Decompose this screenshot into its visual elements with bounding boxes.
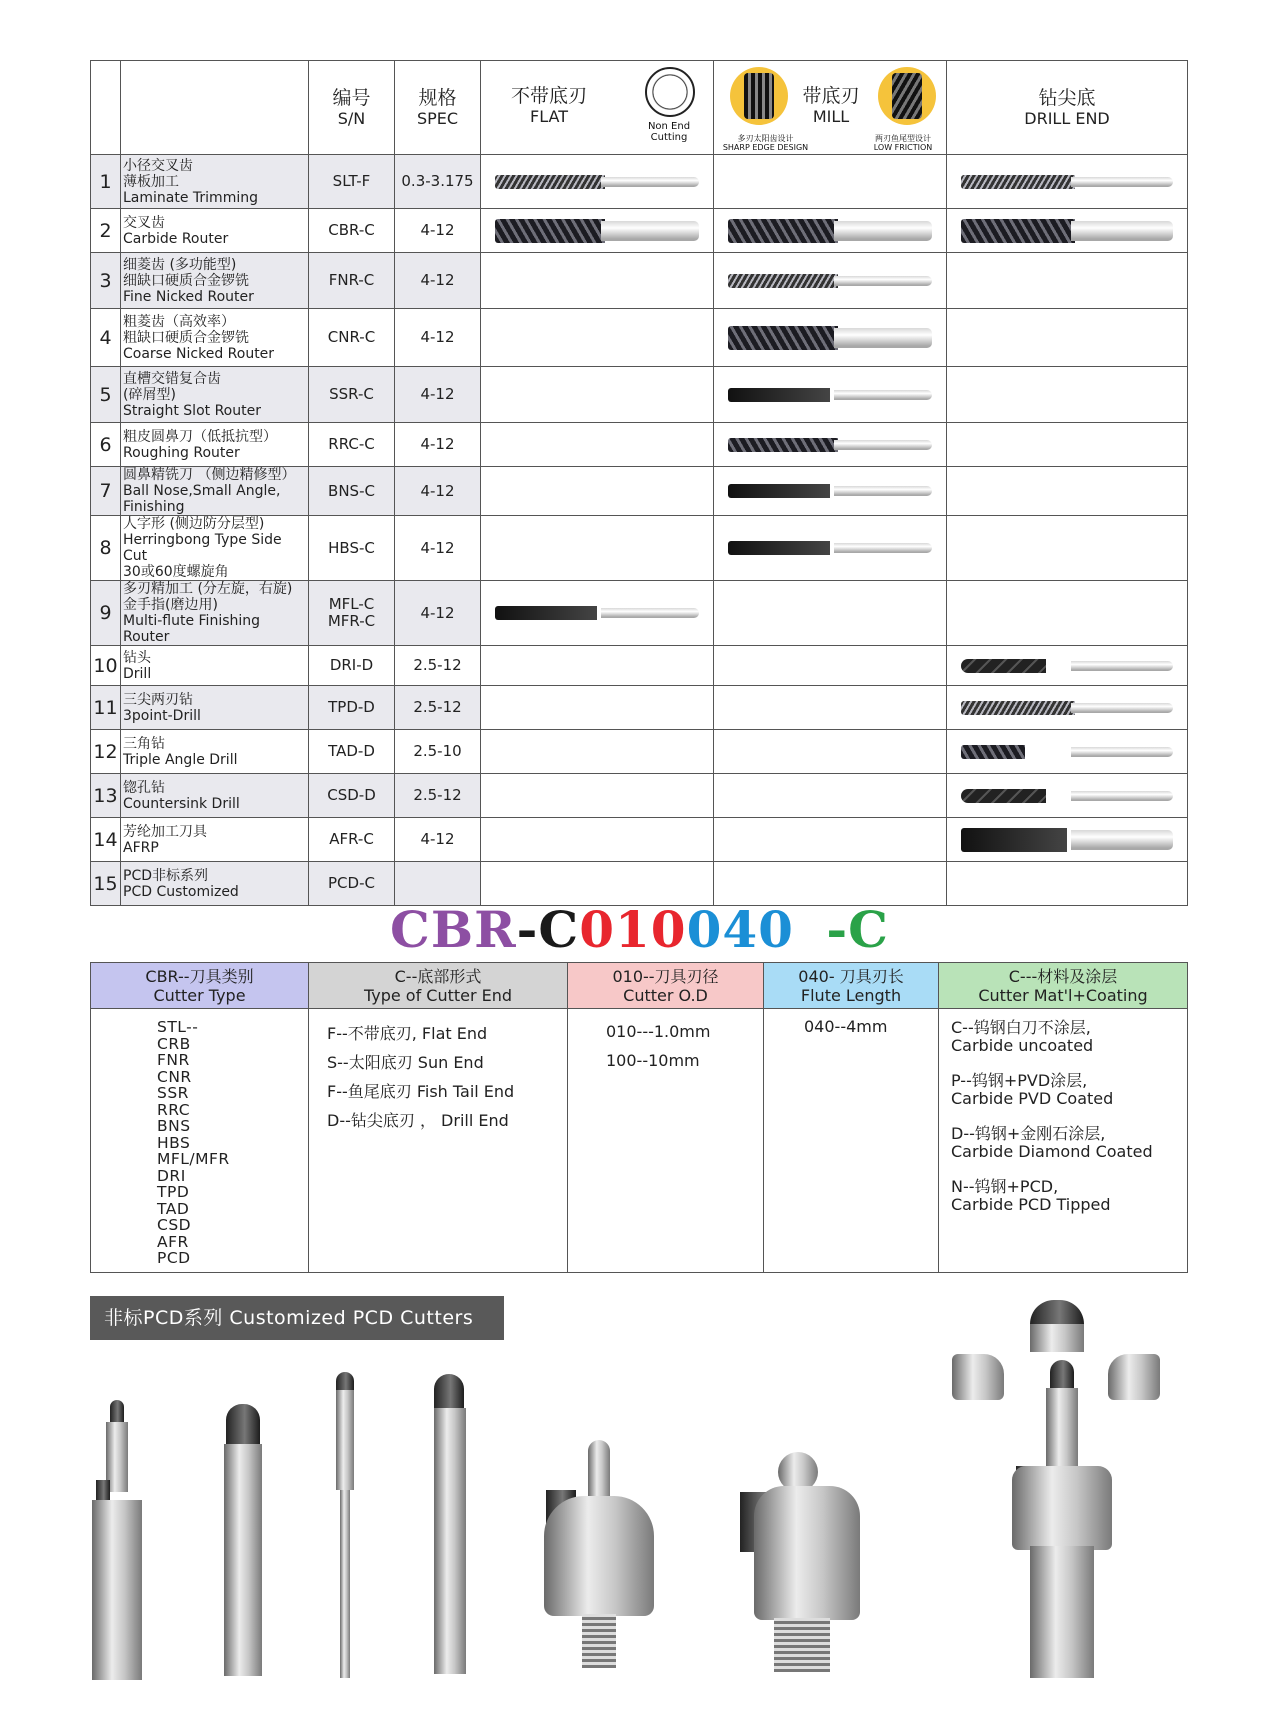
drill-cell [947,686,1188,730]
tool-name-line: Fine Nicked Router [123,288,254,305]
mill-cell [714,581,947,646]
flat-cell [481,730,714,774]
coating-cell [939,1009,1188,1273]
drill-cell [947,209,1188,253]
tool-name [121,646,309,686]
tool-name-line: 直槽交错复合齿 [123,370,221,387]
mill-cell [714,516,947,581]
table-row [91,155,1188,209]
tool-name-line: 芳纶加工刀具 [123,823,207,840]
mill-cell [714,253,947,309]
mill-tool-image [728,484,932,498]
mill-note-left-cn: 多刃太阳齿设计 [737,134,794,143]
table-row [91,367,1188,423]
code-part-coating: C [848,900,889,959]
tool-name-line: 薄板加工 [123,173,179,190]
tool-spec: 4-12 [395,367,481,423]
header-num [91,61,121,155]
row-number: 4 [91,309,121,367]
cutter-end-list [309,1009,567,1135]
tool-sn: MFL-C MFR-C [309,581,395,646]
legend-header-cn: C---材料及涂层 [1008,966,1118,986]
legend-item: CSD [157,1216,192,1234]
flat-cell [481,516,714,581]
tool-name-line: 锪孔钻 [123,779,165,796]
flat-cell [481,155,714,209]
flute-length-cell [764,1009,939,1273]
tool-spec: 2.5-10 [395,730,481,774]
table-header-row [91,61,1188,155]
tool-name-line: 粗缺口硬质合金锣铣 [123,329,249,346]
tool-name-line: Triple Angle Drill [123,751,238,768]
header-drill-en: DRILL END [1024,108,1110,128]
table-row [91,467,1188,516]
coating-cn: D--钨钢+金刚石涂层, [951,1124,1106,1143]
code-legend-table [90,962,1188,1273]
flat-tool-image [495,606,699,620]
legend-header-cutter-od [568,963,764,1009]
header-mill [714,61,947,155]
coating-item [951,1125,1187,1161]
tool-name-line: 多刃精加工 (分左旋，右旋) [123,581,293,597]
tool-spec: 4-12 [395,209,481,253]
drill-cell [947,818,1188,862]
pcd-drill-image [220,1404,266,1676]
flat-cell [481,423,714,467]
tool-name-line: 小径交叉齿 [123,157,193,174]
drill-cell [947,646,1188,686]
cutter-end-cell [309,1009,568,1273]
coating-cn: P--钨钢+PVD涂层, [951,1071,1088,1090]
code-part-end: C [538,900,580,959]
drill-tool-image [961,219,1173,243]
product-table [90,60,1188,906]
tool-spec: 4-12 [395,516,481,581]
mill-tool-image [728,326,932,350]
tool-name-line: 三角钻 [123,735,165,752]
header-spec-cn: 规格 [418,86,457,109]
coating-item [951,1019,1187,1055]
pcd-twist-drill-image [430,1374,470,1674]
legend-item: 040--4mm [804,1017,888,1036]
legend-item: 100--10mm [606,1051,700,1070]
drill-cell [947,516,1188,581]
drill-cell [947,253,1188,309]
drill-cell [947,367,1188,423]
tool-name [121,774,309,818]
tool-spec: 4-12 [395,253,481,309]
tool-name [121,862,309,906]
tool-sn: BNS-C [309,467,395,516]
pcd-step-drill-image [92,1400,142,1680]
coating-item [951,1072,1187,1108]
coating-cn: N--钨钢+PCD, [951,1177,1059,1196]
row-number: 15 [91,862,121,906]
drill-cell [947,581,1188,646]
mill-cell [714,818,947,862]
legend-item: BNS [157,1117,191,1135]
mill-cell [714,423,947,467]
tool-name [121,423,309,467]
legend-item: D--钻尖底刃 ， Drill End [327,1111,509,1130]
legend-header-coating [939,963,1188,1009]
drill-cell [947,309,1188,367]
flat-cell [481,862,714,906]
tool-name-line: 细菱齿 (多功能型) [123,256,237,273]
tool-sn: HBS-C [309,516,395,581]
tool-name-line: Ball Nose,Small Angle, [123,483,281,499]
tool-spec: 4-12 [395,581,481,646]
header-mill-cn: 带底刃 [802,85,860,107]
row-number: 2 [91,209,121,253]
flat-cell [481,581,714,646]
legend-header-en: Type of Cutter End [363,985,513,1005]
tool-spec: 4-12 [395,309,481,367]
tool-name-line: Finishing [123,499,185,515]
header-sn [309,61,395,155]
flat-cell [481,253,714,309]
header-flat-note: Non End Cutting [647,121,691,143]
legend-header-flute-length [764,963,939,1009]
tool-name-line: 人字形 (侧边防分层型) [123,516,265,532]
legend-item: MFL/MFR [157,1150,230,1168]
legend-header-cn: 010--刀具刃径 [612,966,719,986]
tool-spec: 4-12 [395,467,481,516]
table-row [91,862,1188,906]
drill-tool-image [961,828,1173,852]
legend-header-en: Cutter Mat'l+Coating [978,985,1148,1005]
header-drill [947,61,1188,155]
tool-name-line: Carbide Router [123,230,229,247]
header-sn-en: S/N [337,108,366,128]
legend-item: STL-- [157,1018,199,1036]
tool-spec: 0.3-3.175 [395,155,481,209]
pcd-tip-detail-top [1030,1300,1084,1352]
legend-item: 010---1.0mm [606,1022,711,1041]
coating-en: Carbide Diamond Coated [951,1142,1153,1161]
drill-cell [947,862,1188,906]
tool-name [121,581,309,646]
pcd-section-banner: 非标PCD系列 Customized PCD Cutters [90,1296,504,1340]
low-friction-cutter-icon [878,67,936,125]
legend-item: RRC [157,1100,191,1119]
legend-header-cutter-end [309,963,568,1009]
drill-cell [947,774,1188,818]
mill-cell [714,774,947,818]
product-table-body [91,155,1188,906]
row-number: 14 [91,818,121,862]
coating-item [951,1178,1187,1214]
mill-note-left [718,134,813,152]
tool-name-line: PCD非标系列 [123,867,208,884]
legend-item: CNR [157,1067,192,1086]
mill-cell [714,686,947,730]
row-number: 8 [91,516,121,581]
mill-cell [714,367,947,423]
flat-cell [481,818,714,862]
legend-header-en: Cutter Type [153,985,246,1005]
tool-name-line: Countersink Drill [123,795,240,812]
pcd-tip-detail-left [952,1354,1004,1400]
tool-name [121,155,309,209]
tool-name-line: 三尖两刃钻 [123,691,193,708]
tool-sn: SLT-F [309,155,395,209]
flat-cell [481,209,714,253]
tool-name [121,253,309,309]
mill-cell [714,646,947,686]
drill-tool-image [961,701,1173,715]
tool-name-line: 3point-Drill [123,707,201,724]
legend-item: DRI [157,1166,186,1185]
tool-spec: 2.5-12 [395,774,481,818]
drill-tool-image [961,745,1173,759]
tool-sn: TPD-D [309,686,395,730]
legend-header-cn: CBR--刀具类别 [145,966,254,986]
code-part-od: 010 [579,900,687,959]
legend-header-cn: 040- 刀具刃长 [798,966,904,986]
legend-header-cutter-type [91,963,309,1009]
mill-tool-image [728,438,932,452]
code-title [0,900,1279,959]
legend-item: PCD [157,1249,191,1267]
flat-cell [481,367,714,423]
tool-name [121,309,309,367]
drill-tool-image [961,175,1173,189]
mill-cell [714,730,947,774]
flat-cell [481,686,714,730]
tool-name-line: Herringbong Type Side Cut [123,532,282,564]
table-row [91,309,1188,367]
tool-spec: 2.5-12 [395,686,481,730]
tool-sn: RRC-C [309,423,395,467]
tool-name-line: PCD Customized [123,883,239,900]
legend-header-cn: C--底部形式 [394,966,482,986]
row-number: 7 [91,467,121,516]
coating-list [939,1009,1187,1214]
tool-name-line: (碎屑型) [123,386,176,403]
flute-length-list [764,1009,938,1036]
tool-name-line: 细缺口硬质合金锣铣 [123,272,249,289]
legend-item: TPD [157,1183,190,1201]
row-number: 13 [91,774,121,818]
tool-sn: TAD-D [309,730,395,774]
tool-name-line: 圆鼻精铣刀 （侧边精修型） [123,467,296,483]
mill-cell [714,309,947,367]
table-row [91,516,1188,581]
row-number: 9 [91,581,121,646]
drill-tool-image [961,659,1173,673]
tool-spec: 4-12 [395,818,481,862]
cutter-type-cell [91,1009,309,1273]
header-mill-en: MILL [812,107,850,126]
table-row [91,209,1188,253]
tool-sn: DRI-D [309,646,395,686]
tool-sn: SSR-C [309,367,395,423]
tool-sn: PCD-C [309,862,395,906]
mill-cell [714,209,947,253]
cutter-type-list [91,1009,308,1267]
coating-en: Carbide PVD Coated [951,1089,1114,1108]
flat-cell [481,467,714,516]
code-dash-2: - [807,900,849,959]
row-number: 6 [91,423,121,467]
pcd-tip-detail-right [1108,1354,1160,1400]
mill-note-right-cn: 两刃鱼尾型设计 [875,134,931,143]
tool-name [121,686,309,730]
header-flat-cn: 不带底刃 [511,85,588,107]
legend-item: AFR [157,1232,189,1251]
tool-sn: CSD-D [309,774,395,818]
table-row [91,581,1188,646]
mill-cell [714,155,947,209]
drill-cell [947,730,1188,774]
tool-sn: CNR-C [309,309,395,367]
sharp-edge-cutter-icon [730,67,788,125]
cutter-od-cell [568,1009,764,1273]
tool-name-line: 交叉齿 [123,214,165,231]
legend-item: SSR [157,1084,189,1102]
tool-sn: CBR-C [309,209,395,253]
row-number: 5 [91,367,121,423]
table-row [91,423,1188,467]
table-row [91,646,1188,686]
flat-cell [481,646,714,686]
header-sn-cn: 编号 [332,86,371,109]
tool-sn: AFR-C [309,818,395,862]
tool-name [121,209,309,253]
legend-header-en: Cutter O.D [623,985,708,1005]
coating-cn: C--钨钢白刀不涂层, [951,1018,1091,1037]
tool-sn: FNR-C [309,253,395,309]
row-number: 11 [91,686,121,730]
drill-cell [947,423,1188,467]
header-name [121,61,309,155]
tool-name [121,516,309,581]
mill-note-right-en: LOW FRICTION [873,143,933,152]
legend-item: F--鱼尾底刃 Fish Tail End [327,1082,515,1101]
pcd-flat-countersink-image [740,1452,860,1672]
mill-note-right [868,134,938,152]
mill-cell [714,467,947,516]
legend-item: FNR [157,1051,190,1069]
tool-spec: 2.5-12 [395,646,481,686]
code-part-type: CBR [390,900,517,959]
legend-item: F--不带底刃, Flat End [327,1024,488,1043]
mill-tool-image [728,219,932,243]
tool-name-line: Coarse Nicked Router [123,345,275,362]
coating-en: Carbide uncoated [951,1036,1094,1055]
tool-name-line: Laminate Trimming [123,189,258,206]
table-row [91,686,1188,730]
row-number: 1 [91,155,121,209]
header-spec [395,61,481,155]
mill-tool-image [728,541,932,555]
coating-en: Carbide PCD Tipped [951,1195,1111,1214]
flat-tool-image [495,219,699,243]
flat-cell [481,774,714,818]
tool-name-line: 粗皮圆鼻刀（低抵抗型） [123,428,277,445]
legend-item: TAD [157,1199,190,1218]
legend-item: HBS [157,1133,191,1152]
mill-tool-image [728,388,932,402]
flat-cell [481,309,714,367]
drill-cell [947,467,1188,516]
mill-tool-image [728,274,932,288]
legend-item: S--太阳底刃 Sun End [327,1053,484,1072]
tool-spec [395,862,481,906]
row-number: 10 [91,646,121,686]
mill-cell [714,862,947,906]
table-row [91,774,1188,818]
drill-cell [947,155,1188,209]
mill-note-left-en: SHARP EDGE DESIGN [722,143,809,152]
pcd-step-countersink-image [1012,1360,1112,1678]
tool-name [121,730,309,774]
pcd-long-drill-image [334,1372,356,1678]
tool-name-line: Multi-flute Finishing Router [123,613,261,645]
table-row [91,730,1188,774]
row-number: 12 [91,730,121,774]
drill-tool-image [961,789,1173,803]
cutter-od-list [568,1009,763,1075]
row-number: 3 [91,253,121,309]
header-flat-en: FLAT [530,107,568,126]
tool-name [121,818,309,862]
pcd-countersink-image [544,1440,654,1668]
code-dash-1: - [516,900,539,959]
tool-name-line: Roughing Router [123,444,240,461]
tool-spec: 4-12 [395,423,481,467]
legend-header-en: Flute Length [800,985,902,1005]
tool-name-line: 粗菱齿（高效率） [123,313,235,330]
tool-name-line: Drill [123,665,152,682]
code-part-length: 040 [686,900,794,959]
table-row [91,818,1188,862]
flat-tool-image [495,175,699,189]
code-legend-header-row [91,963,1188,1009]
tool-name-line: AFRP [123,839,159,856]
tool-name-line: 钻头 [123,649,151,666]
non-end-cutting-icon [645,67,695,117]
header-spec-en: SPEC [416,108,459,128]
legend-item: CRB [157,1034,191,1053]
tool-name-line: 30或60度螺旋角 [123,564,229,580]
tool-name-line: Straight Slot Router [123,402,261,419]
tool-name-line: 金手指(磨边用) [123,597,218,613]
tool-name [121,467,309,516]
table-row [91,253,1188,309]
code-legend-body-row [91,1009,1188,1273]
tool-name [121,367,309,423]
header-drill-cn: 钻尖底 [1038,86,1096,109]
header-flat [481,61,714,155]
